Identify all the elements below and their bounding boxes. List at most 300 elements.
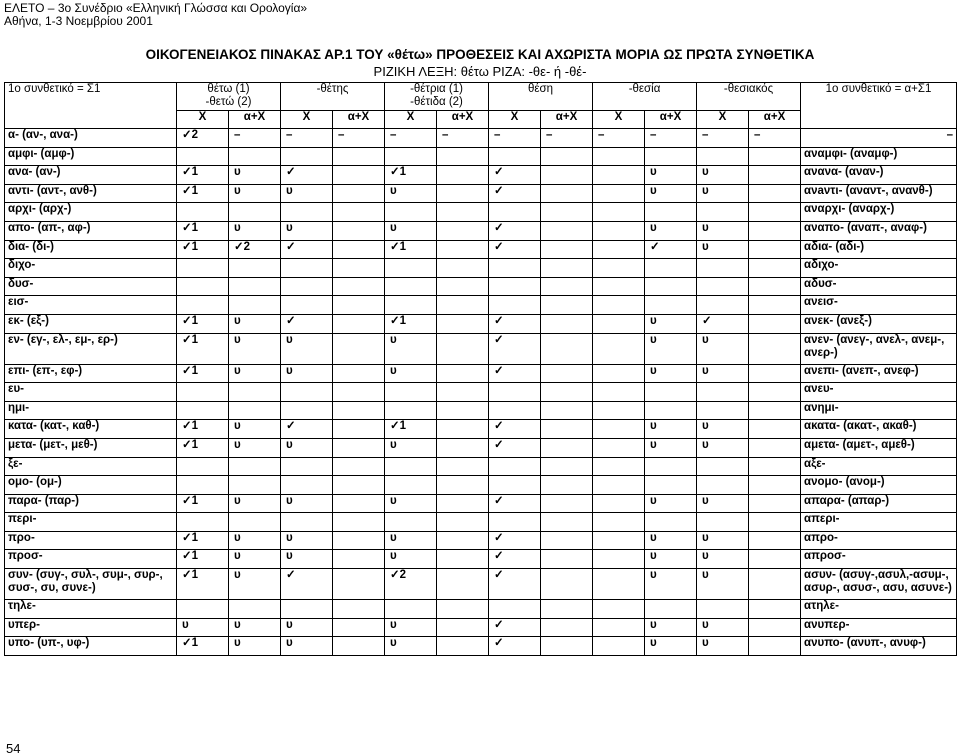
value-cell [645, 513, 697, 532]
value-cell: υ [645, 364, 697, 383]
value-cell: υ [697, 364, 749, 383]
value-cell [333, 618, 385, 637]
table-row [5, 147, 957, 166]
value-cell [333, 420, 385, 439]
negated-prefix-cell: ανευ- [801, 383, 957, 402]
table-row [5, 296, 957, 315]
prefix-cell: επι- (επ-, εφ-) [5, 364, 177, 383]
value-cell: ✓ [489, 531, 541, 550]
value-cell [229, 203, 281, 222]
value-cell [281, 401, 333, 420]
value-cell [489, 383, 541, 402]
header-sub-cell: Χ [385, 111, 437, 129]
value-cell: υ [385, 333, 437, 364]
table-row [5, 333, 957, 364]
value-cell: υ [281, 221, 333, 240]
value-cell: υ [229, 364, 281, 383]
value-cell [385, 296, 437, 315]
value-cell [749, 240, 801, 259]
value-cell [541, 147, 593, 166]
value-cell [333, 569, 385, 600]
value-cell [593, 438, 645, 457]
value-cell: ✓2 [385, 569, 437, 600]
value-cell [593, 401, 645, 420]
header-group: -θέτης [281, 83, 385, 111]
value-cell [177, 600, 229, 619]
value-cell [177, 259, 229, 278]
value-cell [749, 166, 801, 185]
value-cell: ✓ [489, 618, 541, 637]
value-cell [749, 618, 801, 637]
value-cell [489, 600, 541, 619]
prefix-cell: προσ- [5, 550, 177, 569]
table-row [5, 221, 957, 240]
value-cell: υ [385, 637, 437, 656]
value-cell [697, 600, 749, 619]
value-cell [749, 203, 801, 222]
value-cell [281, 147, 333, 166]
prefix-cell: ημι- [5, 401, 177, 420]
value-cell: υ [645, 637, 697, 656]
value-cell: υ [385, 618, 437, 637]
value-cell [593, 147, 645, 166]
header-row-groups [5, 83, 957, 111]
value-cell: – [333, 129, 385, 148]
value-cell [749, 420, 801, 439]
value-cell [541, 401, 593, 420]
prefix-cell: ευ- [5, 383, 177, 402]
negated-prefix-cell: απαρα- (απαρ-) [801, 494, 957, 513]
table-row [5, 531, 957, 550]
value-cell [437, 221, 489, 240]
value-cell [281, 203, 333, 222]
value-cell: ✓ [645, 240, 697, 259]
negated-prefix-cell: αμετα- (αμετ-, αμεθ-) [801, 438, 957, 457]
value-cell [437, 513, 489, 532]
value-cell: ✓1 [177, 221, 229, 240]
value-cell [749, 277, 801, 296]
value-cell [333, 314, 385, 333]
prefix-cell: δια- (δι-) [5, 240, 177, 259]
value-cell [541, 166, 593, 185]
header-group: -θέτρια (1) -θέτιδα (2) [385, 83, 489, 111]
value-cell [333, 184, 385, 203]
table-row [5, 476, 957, 495]
negated-prefix-cell: αδυσ- [801, 277, 957, 296]
value-cell: υ [645, 333, 697, 364]
value-cell: ✓ [281, 166, 333, 185]
value-cell [541, 494, 593, 513]
value-cell: υ [281, 364, 333, 383]
value-cell [541, 438, 593, 457]
value-cell [749, 296, 801, 315]
header-sub-cell: Χ [177, 111, 229, 129]
value-cell: – [749, 129, 801, 148]
table-subtitle: ΡΙΖΙΚΗ ΛΕΞΗ: θέτω ΡΙΖΑ: -θε- ή -θέ- [373, 64, 587, 79]
value-cell [749, 531, 801, 550]
value-cell [541, 569, 593, 600]
value-cell [333, 600, 385, 619]
value-cell [541, 420, 593, 439]
value-cell [749, 513, 801, 532]
value-cell [593, 618, 645, 637]
value-cell: ✓ [489, 420, 541, 439]
prefix-cell: αντι- (αντ-, ανθ-) [5, 184, 177, 203]
value-cell [541, 240, 593, 259]
value-cell: ✓1 [177, 240, 229, 259]
value-cell [229, 147, 281, 166]
value-cell [333, 383, 385, 402]
value-cell: υ [645, 550, 697, 569]
value-cell: υ [229, 184, 281, 203]
value-cell [333, 637, 385, 656]
value-cell [281, 476, 333, 495]
value-cell: ✓1 [177, 531, 229, 550]
prefix-cell: αρχι- (αρχ-) [5, 203, 177, 222]
value-cell: υ [229, 569, 281, 600]
value-cell: ✓ [281, 569, 333, 600]
value-cell [749, 494, 801, 513]
prefix-cell: υπο- (υπ-, υφ-) [5, 637, 177, 656]
value-cell: υ [385, 364, 437, 383]
value-cell: ✓1 [177, 438, 229, 457]
table-row [5, 129, 957, 148]
negated-prefix-cell: ατηλε- [801, 600, 957, 619]
value-cell [541, 457, 593, 476]
prefix-cell: ξε- [5, 457, 177, 476]
header-first-col: 1ο συνθετικό = Σ1 [5, 83, 177, 129]
value-cell: υ [645, 184, 697, 203]
negated-prefix-cell: ανομο- (ανομ-) [801, 476, 957, 495]
negated-prefix-cell: ανεν- (ανεγ-, ανελ-, ανεμ-, ανερ-) [801, 333, 957, 364]
value-cell [541, 203, 593, 222]
value-cell: υ [697, 240, 749, 259]
table-row [5, 277, 957, 296]
value-cell [645, 259, 697, 278]
value-cell [645, 147, 697, 166]
value-cell [229, 476, 281, 495]
value-cell [385, 401, 437, 420]
header-last-col: 1ο συνθετικό = α+Σ1 [801, 83, 957, 129]
value-cell [697, 277, 749, 296]
prefix-cell: ανα- (αν-) [5, 166, 177, 185]
value-cell [697, 476, 749, 495]
value-cell [749, 550, 801, 569]
value-cell: ✓1 [177, 166, 229, 185]
value-cell [333, 240, 385, 259]
header-sub-cell: α+Χ [229, 111, 281, 129]
value-cell [333, 364, 385, 383]
value-cell [437, 259, 489, 278]
value-cell: ✓2 [177, 129, 229, 148]
value-cell [541, 221, 593, 240]
table-title: ΟΙΚΟΓΕΝΕΙΑΚΟΣ ΠΙΝΑΚΑΣ ΑΡ.1 ΤΟΥ «θέτω» ΠΡΟΘΕΣΕΙΣ ΚΑΙ ΑΧΩΡΙΣΤΑ ΜΟΡΙΑ ΩΣ ΠΡΩΤΑ ΣΥΝΘΕΤΙΚΑ [145, 47, 815, 62]
value-cell: – [281, 129, 333, 148]
value-cell: ✓2 [229, 240, 281, 259]
negated-prefix-cell: ακατα- (ακατ-, ακαθ-) [801, 420, 957, 439]
value-cell [541, 314, 593, 333]
prefix-cell: περι- [5, 513, 177, 532]
value-cell [697, 203, 749, 222]
value-cell [385, 277, 437, 296]
value-cell [489, 513, 541, 532]
value-cell [749, 333, 801, 364]
header-group: θέση [489, 83, 593, 111]
value-cell [749, 221, 801, 240]
header-group: θέτω (1) -θετώ (2) [177, 83, 281, 111]
value-cell: υ [385, 531, 437, 550]
negated-prefix-cell: ανανα- (αναν-) [801, 166, 957, 185]
header-sub-cell: Χ [593, 111, 645, 129]
table-row [5, 457, 957, 476]
value-cell: υ [229, 494, 281, 513]
negated-prefix-cell: ανυπο- (ανυπ-, ανυφ-) [801, 637, 957, 656]
value-cell [593, 494, 645, 513]
value-cell: υ [229, 221, 281, 240]
family-table [4, 82, 957, 656]
value-cell: υ [385, 438, 437, 457]
prefix-cell: δυσ- [5, 277, 177, 296]
value-cell [645, 203, 697, 222]
value-cell: ✓ [489, 550, 541, 569]
value-cell [333, 476, 385, 495]
prefix-cell: προ- [5, 531, 177, 550]
value-cell [749, 600, 801, 619]
value-cell: υ [281, 637, 333, 656]
value-cell [541, 531, 593, 550]
value-cell: ✓ [489, 438, 541, 457]
negated-prefix-cell: ανεκ- (ανεξ-) [801, 314, 957, 333]
prefix-cell: διχο- [5, 259, 177, 278]
value-cell [593, 476, 645, 495]
value-cell [593, 221, 645, 240]
header-sub-cell: α+Χ [541, 111, 593, 129]
table-row [5, 494, 957, 513]
running-head-line1: ΕΛΕΤΟ – 3ο Συνέδριο «Ελληνική Γλώσσα και Ορολογία» [4, 1, 308, 15]
value-cell: ✓1 [385, 240, 437, 259]
value-cell [333, 296, 385, 315]
prefix-cell: τηλε- [5, 600, 177, 619]
value-cell [229, 600, 281, 619]
value-cell [593, 513, 645, 532]
value-cell: υ [229, 618, 281, 637]
value-cell: υ [697, 184, 749, 203]
value-cell [437, 203, 489, 222]
page-number: 54 [6, 741, 21, 756]
value-cell [229, 513, 281, 532]
value-cell [385, 457, 437, 476]
value-cell: – [593, 129, 645, 148]
value-cell [385, 513, 437, 532]
table-row [5, 550, 957, 569]
value-cell: υ [645, 420, 697, 439]
value-cell: υ [229, 333, 281, 364]
prefix-cell: εισ- [5, 296, 177, 315]
value-cell [749, 259, 801, 278]
value-cell [177, 296, 229, 315]
prefix-cell: ομο- (ομ-) [5, 476, 177, 495]
value-cell: υ [229, 637, 281, 656]
value-cell: υ [645, 569, 697, 600]
value-cell [437, 184, 489, 203]
value-cell [593, 637, 645, 656]
value-cell: υ [385, 221, 437, 240]
table-row [5, 420, 957, 439]
negated-prefix-cell: ανaντι- (αναντ-, ανανθ-) [801, 184, 957, 203]
value-cell [333, 203, 385, 222]
value-cell: ✓ [489, 494, 541, 513]
value-cell: υ [645, 531, 697, 550]
value-cell [437, 333, 489, 364]
value-cell: υ [697, 569, 749, 600]
value-cell [541, 600, 593, 619]
value-cell [437, 531, 489, 550]
value-cell [697, 147, 749, 166]
prefix-cell: μετα- (μετ-, μεθ-) [5, 438, 177, 457]
value-cell [489, 457, 541, 476]
value-cell [593, 364, 645, 383]
negated-prefix-cell: ανημι- [801, 401, 957, 420]
value-cell [645, 383, 697, 402]
value-cell [541, 550, 593, 569]
value-cell: υ [229, 531, 281, 550]
value-cell [489, 401, 541, 420]
value-cell [333, 147, 385, 166]
value-cell [593, 600, 645, 619]
value-cell [593, 296, 645, 315]
negated-prefix-cell: – [801, 129, 957, 148]
value-cell [385, 600, 437, 619]
prefix-cell: συν- (συγ-, συλ-, συμ-, συρ-, συσ-, συ, συνε-) [5, 569, 177, 600]
value-cell [333, 277, 385, 296]
value-cell: – [385, 129, 437, 148]
value-cell [437, 240, 489, 259]
value-cell [437, 457, 489, 476]
value-cell [437, 637, 489, 656]
value-cell [749, 569, 801, 600]
value-cell [697, 296, 749, 315]
value-cell [489, 277, 541, 296]
value-cell [437, 618, 489, 637]
value-cell: ✓1 [385, 420, 437, 439]
value-cell: υ [281, 184, 333, 203]
value-cell: ✓1 [177, 184, 229, 203]
value-cell [749, 457, 801, 476]
value-cell: ✓1 [385, 166, 437, 185]
value-cell: – [437, 129, 489, 148]
prefix-cell: υπερ- [5, 618, 177, 637]
negated-prefix-cell: απρο- [801, 531, 957, 550]
value-cell [333, 494, 385, 513]
value-cell [593, 259, 645, 278]
table-row [5, 314, 957, 333]
value-cell [593, 383, 645, 402]
value-cell [437, 314, 489, 333]
prefix-cell: απο- (απ-, αφ-) [5, 221, 177, 240]
table-row [5, 259, 957, 278]
value-cell: ✓ [489, 240, 541, 259]
value-cell [177, 457, 229, 476]
header-group: -θεσία [593, 83, 697, 111]
value-cell [333, 457, 385, 476]
value-cell: υ [229, 166, 281, 185]
value-cell [437, 600, 489, 619]
value-cell [281, 259, 333, 278]
value-cell: υ [697, 531, 749, 550]
value-cell [281, 513, 333, 532]
value-cell: υ [281, 531, 333, 550]
value-cell [749, 184, 801, 203]
negated-prefix-cell: ασυν- (ασυγ-,ασυλ,-ασυμ-, ασυρ-, ασυσ-, ασυ, ασυνε-) [801, 569, 957, 600]
value-cell: υ [177, 618, 229, 637]
value-cell [437, 420, 489, 439]
value-cell [177, 203, 229, 222]
value-cell [749, 383, 801, 402]
value-cell [437, 296, 489, 315]
negated-prefix-cell: αναμφι- (αναμφ-) [801, 147, 957, 166]
value-cell [437, 438, 489, 457]
value-cell [437, 401, 489, 420]
value-cell [333, 259, 385, 278]
value-cell [541, 277, 593, 296]
value-cell: υ [229, 550, 281, 569]
value-cell [645, 277, 697, 296]
negated-prefix-cell: απροσ- [801, 550, 957, 569]
running-head [4, 2, 307, 28]
value-cell [437, 364, 489, 383]
negated-prefix-cell: αδιχο- [801, 259, 957, 278]
negated-prefix-cell: ανεισ- [801, 296, 957, 315]
value-cell [437, 383, 489, 402]
negated-prefix-cell: αδια- (αδι-) [801, 240, 957, 259]
value-cell [385, 147, 437, 166]
value-cell: ✓ [281, 240, 333, 259]
value-cell [385, 203, 437, 222]
table-row [5, 401, 957, 420]
value-cell [593, 314, 645, 333]
header-sub-cell: α+Χ [437, 111, 489, 129]
negated-prefix-cell: απερι- [801, 513, 957, 532]
negated-prefix-cell: αναπο- (αναπ-, αναφ-) [801, 221, 957, 240]
value-cell [281, 383, 333, 402]
header-sub-cell: Χ [489, 111, 541, 129]
value-cell [645, 401, 697, 420]
prefix-cell: εν- (εγ-, ελ-, εμ-, ερ-) [5, 333, 177, 364]
value-cell [229, 383, 281, 402]
table-row [5, 383, 957, 402]
value-cell: υ [385, 550, 437, 569]
value-cell [437, 494, 489, 513]
value-cell [177, 147, 229, 166]
prefix-cell: παρα- (παρ-) [5, 494, 177, 513]
value-cell [489, 296, 541, 315]
value-cell: ✓1 [177, 314, 229, 333]
value-cell [437, 476, 489, 495]
value-cell [593, 333, 645, 364]
value-cell [541, 364, 593, 383]
value-cell: ✓1 [177, 550, 229, 569]
header-sub-cell: Χ [697, 111, 749, 129]
prefix-cell: κατα- (κατ-, καθ-) [5, 420, 177, 439]
value-cell: ✓1 [177, 420, 229, 439]
value-cell [489, 203, 541, 222]
value-cell [177, 401, 229, 420]
value-cell: υ [697, 550, 749, 569]
value-cell [697, 513, 749, 532]
table-row [5, 203, 957, 222]
table-row [5, 166, 957, 185]
value-cell [437, 147, 489, 166]
